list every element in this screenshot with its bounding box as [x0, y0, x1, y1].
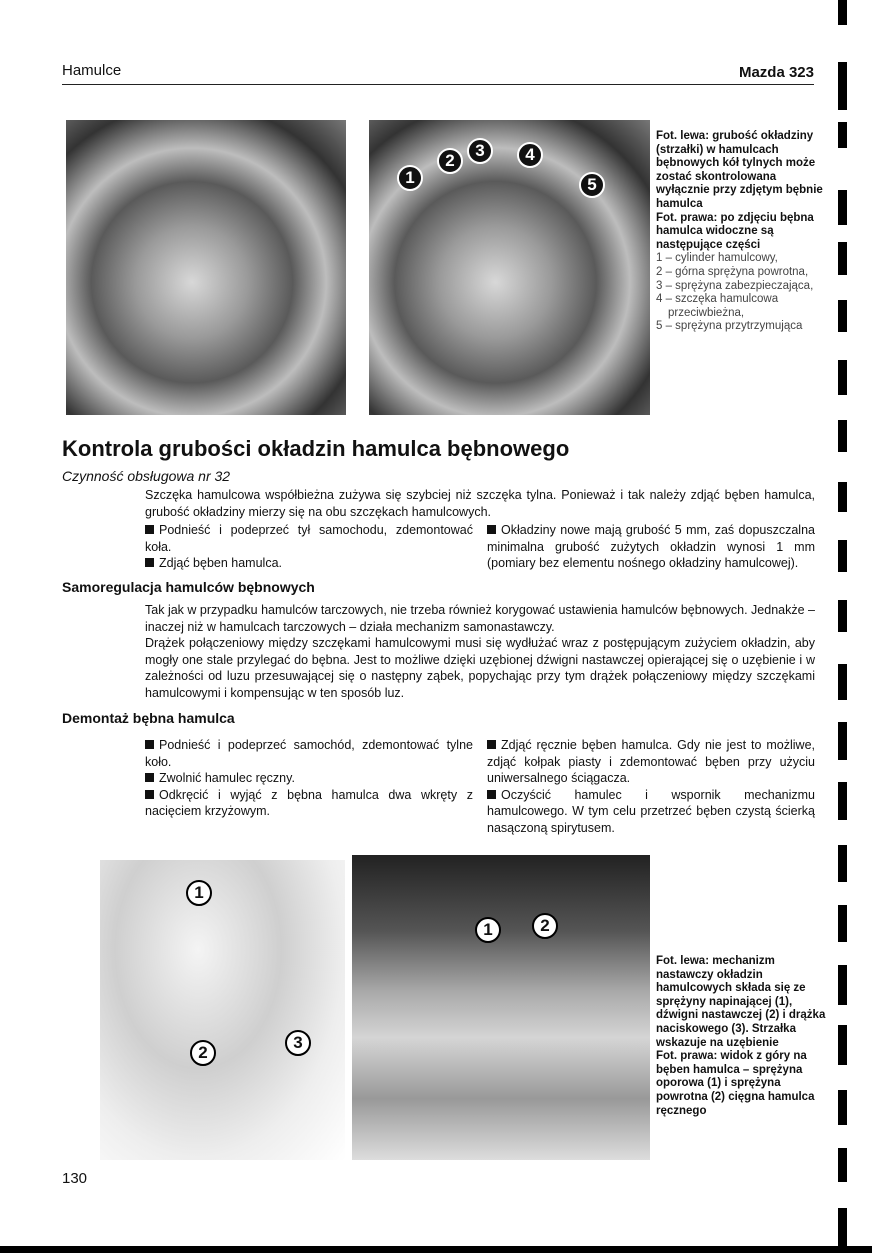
callout-3: 3 [467, 138, 493, 164]
top-photo-caption [656, 130, 826, 334]
scan-mark [838, 722, 847, 760]
scan-mark [838, 242, 847, 275]
photo-drum-lining-thickness [66, 120, 346, 415]
scan-mark [838, 845, 847, 882]
caption-right: Fot. prawa: po zdjęciu bębna hamulca widoczne są następujące części [656, 211, 814, 251]
bullet-item: Zdjąć bęben hamulca. [145, 555, 473, 572]
paragraph: Szczęka hamulcowa współbieżna zużywa się szybciej niż szczęka tylna. Ponieważ i tak należy zdjąć bęben hamulca, grubość okładziny mierzy się na obu szczękach hamulcowych. [145, 488, 815, 519]
scan-mark [838, 1148, 847, 1182]
scan-mark [838, 1090, 847, 1125]
bullet-item: Okładziny nowe mają grubość 5 mm, zaś dopuszczalna minimalna grubość zużytych okładzin wynosi 1 mm (pomiary bez elementu nośnego okładziny hamulcowej). [487, 523, 815, 571]
scan-mark [838, 782, 847, 820]
page-number: 130 [62, 1170, 88, 1187]
caption-item: 4 – szczęka hamulcowa przeciwbieżna, [656, 293, 779, 319]
bullet-item: Podnieść i podeprzeć samochód, zdemontować tylne koło. [145, 738, 473, 769]
callout-1: 1 [397, 165, 423, 191]
running-header-model: Mazda 323 [738, 64, 814, 81]
scan-mark [838, 905, 847, 942]
callout-2: 2 [190, 1040, 216, 1066]
callout-5: 5 [579, 172, 605, 198]
caption-item: 1 – cylinder hamulcowy, [656, 252, 778, 265]
scan-mark [838, 0, 847, 25]
caption-item: 3 – sprężyna zabezpieczająca, [656, 279, 814, 292]
bullet-item: Zwolnić hamulec ręczny. [145, 770, 473, 787]
section-title: Kontrola grubości okładzin hamulca bębnowego [62, 436, 570, 461]
scan-mark [838, 540, 847, 572]
caption-item: 5 – sprężyna przytrzymująca [656, 320, 803, 333]
scan-mark [838, 122, 847, 148]
caption-left: Fot. lewa: grubość okładziny (strzałki) w hamulcach bębnowych kół tylnych może zostać skontrolowana wyłącznie przy zdjętym bębnie hamulca [656, 130, 823, 210]
photo-drum-top-view [352, 855, 650, 1160]
scan-bottom-edge [0, 1246, 872, 1253]
scan-mark [838, 1208, 847, 1246]
section-subtitle: Czynność obsługowa nr 32 [62, 468, 231, 484]
bullet-item: Zdjąć ręcznie bęben hamulca. Gdy nie jest to możliwe, zdjąć kołpak piasty i zdemontować bęben przy użyciu uniwersalnego ściągacza. [487, 738, 815, 786]
header-rule [62, 84, 814, 85]
scan-mark [838, 965, 847, 1005]
scan-mark [838, 300, 847, 332]
bullet-item: Odkręcić i wyjąć z bębna hamulca dwa wkręty z nacięciem krzyżowym. [145, 787, 473, 819]
scan-mark [838, 600, 847, 632]
caption-right: Fot. prawa: widok z góry na bęben hamulca – sprężyna oporowa (1) i sprężyna powrotna (2) cięgna hamulca ręcznego [656, 1050, 815, 1117]
caption-item: 2 – górna sprężyna powrotna, [656, 265, 809, 278]
scan-mark [838, 420, 847, 452]
scan-mark [838, 62, 847, 110]
caption-left: Fot. lewa: mechanizm nastawczy okładzin hamulcowych składa się ze sprężyny napinającej (1), dźwigni nastawczej (2) i drążka naciskowego (3). Strzałka wskazuje na uzębienie [656, 955, 826, 1049]
scan-mark [838, 190, 847, 225]
callout-3: 3 [285, 1030, 311, 1056]
callout-1: 1 [475, 917, 501, 943]
photo-drum-brake-parts [369, 120, 650, 415]
scan-mark [838, 664, 847, 700]
scan-mark [838, 360, 847, 395]
callout-4: 4 [517, 142, 543, 168]
running-header-section: Hamulce [62, 62, 122, 79]
photo-adjuster-mechanism [100, 860, 345, 1160]
scan-mark [838, 482, 847, 512]
scan-mark [838, 1025, 847, 1065]
paragraph: Drążek połączeniowy między szczękami hamulcowymi musi się wydłużać wraz z postępującym zużyciem okładzin, aby mogły one stale przylegać do bębna. Jest to możliwe dzięki uzębionej dźwigni nastawczej opierającej się o uzębienie i w zależności od luzu przesuwającej się o następny ząbek, popychając przy tym drążek połączeniowy między szczękami hamulcowymi i kompensując w ten sposób luz. [145, 636, 815, 700]
callout-1: 1 [186, 880, 212, 906]
section-title: Demontaż bębna hamulca [62, 710, 235, 726]
bullet-item: Oczyścić hamulec i wspornik mechanizmu hamulcowego. W tym celu przetrzeć bęben czystą ścierką nasączoną spirytusem. [487, 787, 815, 835]
callout-2: 2 [532, 913, 558, 939]
callout-2: 2 [437, 148, 463, 174]
section-title: Samoregulacja hamulców bębnowych [62, 579, 315, 595]
bullet-item: Podnieść i podeprzeć tył samochodu, zdemontować koła. [145, 523, 473, 554]
paragraph: Tak jak w przypadku hamulców tarczowych, nie trzeba również korygować ustawienia hamulców bębnowych. Jednakże – inaczej niż w hamulcach tarczowych – działa mechanizm samonastawczy. [145, 603, 815, 634]
bottom-photo-caption [656, 955, 826, 1118]
